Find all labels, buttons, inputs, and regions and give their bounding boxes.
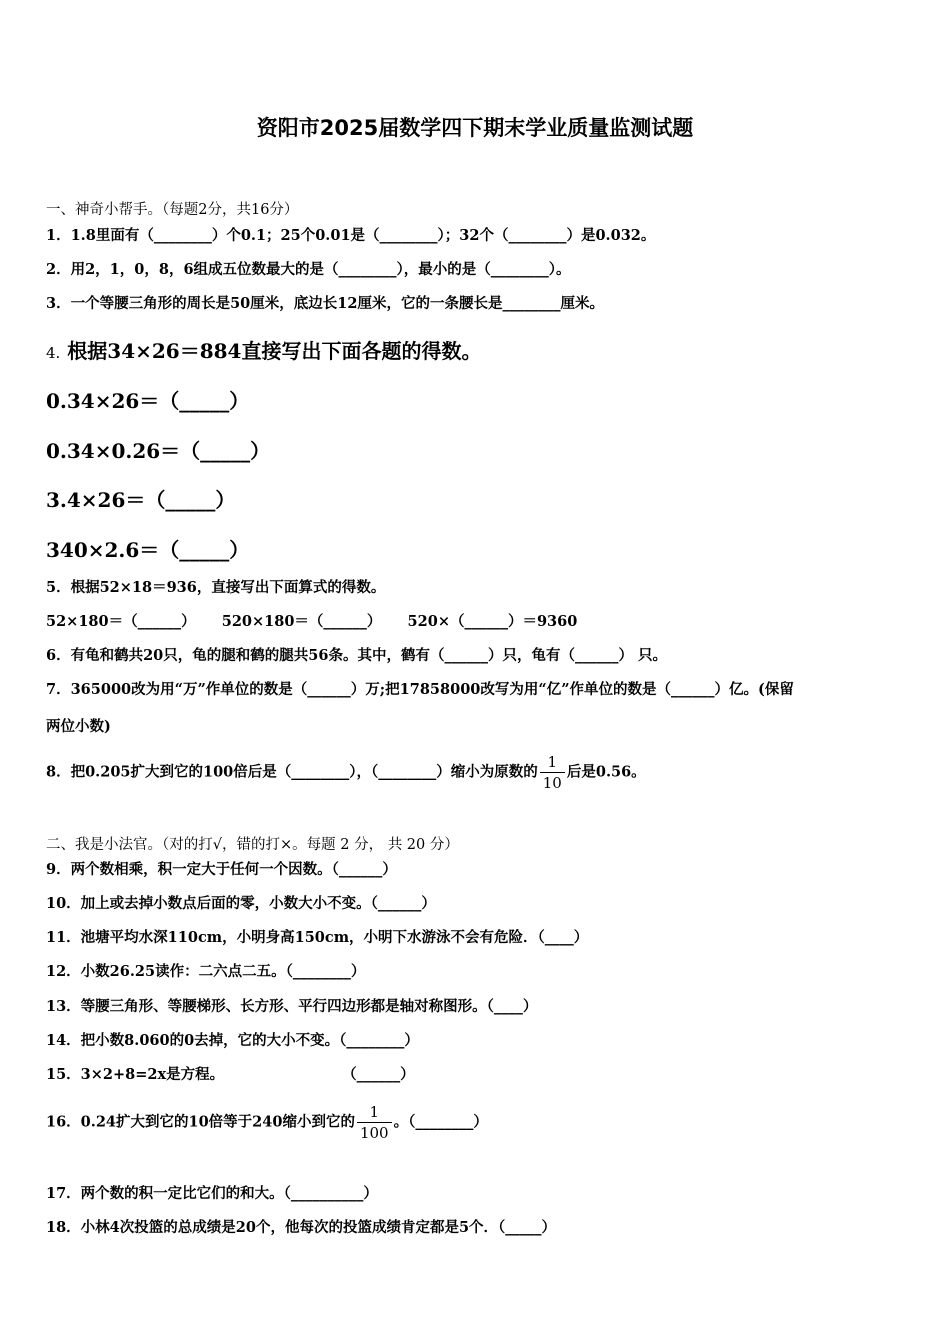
section-1-heading: 一、神奇小帮手。（每题2分，共16分） — [46, 202, 299, 218]
question-4a: 0.34×26＝（_____） — [46, 389, 250, 413]
question-4-number: 4. — [46, 344, 61, 362]
question-11: 11．池塘平均水深110cm，小明身高150cm，小明下水游泳不会有危险．（____） — [46, 929, 589, 946]
question-2: 2．用2，1，0，8，6组成五位数最大的是（________），最小的是（________）。 — [46, 261, 571, 278]
question-15-text: 15．3×2+8=2x是方程。 — [46, 1066, 225, 1083]
question-16-tail: 。（________） — [393, 1113, 488, 1131]
question-1: 1．1.8里面有（________）个0.1；25个0.01是（________）；32个（________）是0.032。 — [46, 227, 656, 244]
question-3: 3．一个等腰三角形的周长是50厘米，底边长12厘米，它的一条腰长是________厘米。 — [46, 295, 604, 312]
question-5: 5．根据52×18＝936，直接写出下面算式的得数。 — [46, 579, 386, 596]
question-8-tail: 后是0.56。 — [566, 763, 646, 781]
page-title: 资阳市2025届数学四下期末学业质量监测试题 — [256, 116, 694, 140]
question-8 — [46, 752, 646, 793]
question-13: 13．等腰三角形、等腰梯形、长方形、平行四边形都是轴对称图形。（____） — [46, 998, 538, 1015]
question-4-text: 根据34×26＝884直接写出下面各题的得数。 — [67, 339, 482, 363]
question-5b: 520×180＝（______） — [221, 613, 382, 630]
question-6: 6．有龟和鹤共20只，龟的腿和鹤的腿共56条。其中，鹤有（______）只，龟有（______） 只。 — [46, 647, 667, 664]
question-5a: 52×180＝（______） — [46, 613, 196, 630]
question-4d: 340×2.6＝（_____） — [46, 538, 250, 562]
question-16 — [46, 1102, 488, 1143]
question-12: 12．小数26.25读作：二六点二五。（________） — [46, 963, 366, 980]
fraction-one-tenth: $\frac{1}{10}$ — [540, 752, 565, 793]
question-5-answers — [46, 612, 577, 632]
question-4b: 0.34×0.26＝（_____） — [46, 439, 271, 463]
question-4c: 3.4×26＝（_____） — [46, 488, 236, 512]
question-7-line1: 7．365000改为用“万”作单位的数是（______）万;把17858000改写为用“亿”作单位的数是（______）亿。(保留 — [46, 681, 794, 698]
question-15-answer: （______） — [342, 1066, 415, 1083]
question-15 — [46, 1065, 415, 1085]
question-7-line2: 两位小数) — [46, 718, 111, 735]
question-14: 14．把小数8.060的0去掉，它的大小不变。（________） — [46, 1032, 419, 1049]
question-18: 18．小林4次投篮的总成绩是20个，他每次的投篮成绩肯定都是5个．（_____） — [46, 1219, 557, 1236]
fraction-one-hundredth: $\frac{1}{100}$ — [357, 1102, 392, 1143]
question-5c: 520×（______）＝9360 — [407, 613, 578, 630]
section-2-heading: 二、我是小法官。（对的打√，错的打×。每题 2 分， 共 20 分） — [46, 837, 459, 853]
question-8-text: 8．把0.205扩大到它的100倍后是（________），（________）缩小为原数的 — [46, 763, 538, 781]
question-16-text: 16．0.24扩大到它的10倍等于240缩小到它的 — [46, 1113, 355, 1131]
question-9: 9．两个数相乘，积一定大于任何一个因数。（______） — [46, 861, 397, 878]
question-10: 10．加上或去掉小数点后面的零，小数大小不变。（______） — [46, 895, 436, 912]
question-17: 17．两个数的积一定比它们的和大。（__________） — [46, 1185, 378, 1202]
question-4 — [46, 337, 481, 367]
